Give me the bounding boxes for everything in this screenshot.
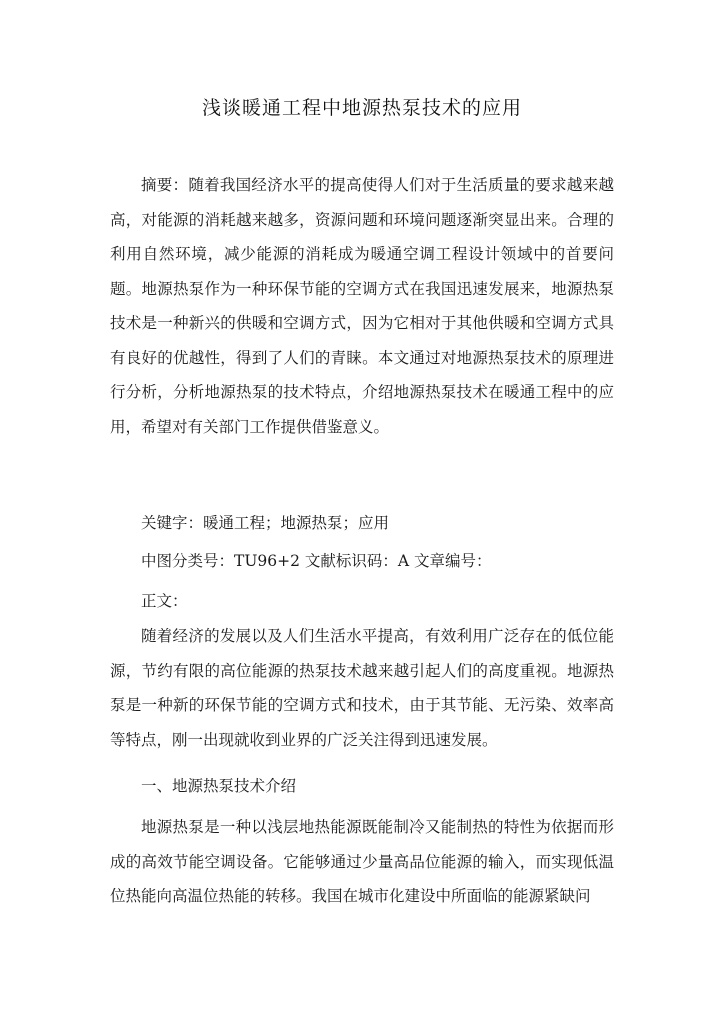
body-label: 正文： — [141, 592, 188, 610]
section-paragraph: 地源热泵是一种以浅层地热能源既能制冷又能制热的特性为依据而形成的高效节能空调设备。它能够通过少量高品位能源的输入，而实现低温位热能向高温位热能的转移。我国在城市化建设中所面临的能源紧缺问 — [110, 818, 614, 905]
document-title: 浅谈暖通工程中地源热泵技术的应用 — [201, 97, 522, 119]
intro-paragraph: 随着经济的发展以及人们生活水平提高，有效利用广泛存在的低位能源，节约有限的高位能源的热泵技术越来越引起人们的高度重视。地源热泵是一种新的环保节能的空调方式和技术，由于其节能、无污染、效率高等特点，刚一出现就收到业界的广泛关注得到迅速发展。 — [110, 627, 614, 749]
keywords-line: 关键字：暖通工程；地源热泵；应用 — [141, 514, 390, 532]
abstract-paragraph: 摘要：随着我国经济水平的提高使得人们对于生活质量的要求越来越高，对能源的消耗越来越多，资源问题和环境问题逐渐突显出来。合理的利用自然环境，减少能源的消耗成为暖通空调工程设计领域中的首要问题。地源热泵作为一种环保节能的空调方式在我国迅速发展来，地源热泵技术是一种新兴的供暖和空调方式，因为它相对于其他供暖和空调方式具有良好的优越性，得到了人们的青睐。本文通过对地源热泵技术的原理进行分析，分析地源热泵的技术特点，介绍地源热泵技术在暖通工程中的应用，希望对有关部门工作提供借鉴意义。 — [110, 176, 614, 436]
classification-line: 中图分类号：TU96+2 文献标识码：A 文章编号： — [141, 552, 492, 570]
section-heading: 一、地源热泵技术介绍 — [141, 777, 297, 795]
